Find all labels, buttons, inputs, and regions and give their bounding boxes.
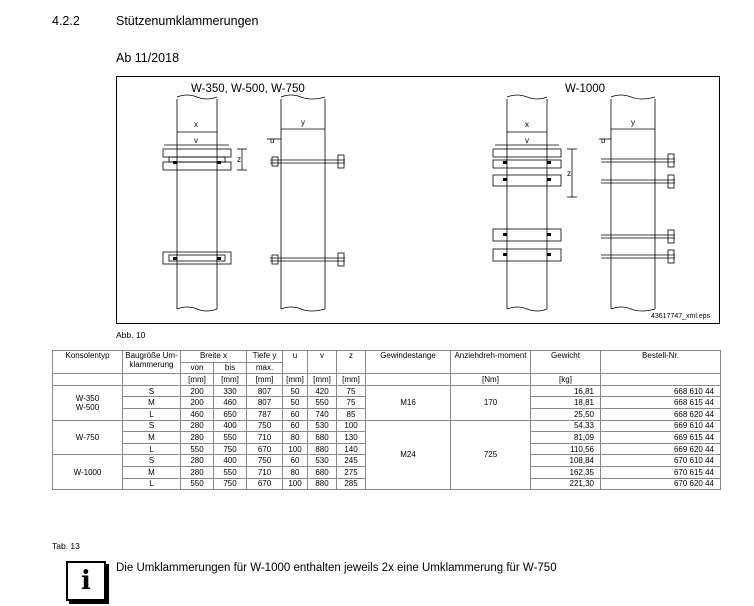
figure-caption: Abb. 10: [116, 330, 146, 340]
table-row: W-750 S 280 400 750 60 530 100 M24 725 54,33 669 610 44: [53, 420, 721, 432]
dim-u-right: u: [601, 136, 606, 145]
table-row: M 200 460 807 50 550 75 18,81 668 615 44: [53, 397, 721, 409]
info-note-text: Die Umklammerungen für W-1000 enthalten jeweils 2x eine Umklammerung für W-750: [116, 562, 557, 574]
col-bestell: Bestell-Nr.: [601, 351, 721, 374]
table-row: W-350 W-500 S 200 330 807 50 420 75 M16 170 16,81 668 610 44: [53, 385, 721, 397]
table-row: W-1000 S 280 400 750 60 530 245 108,84 670 610 44: [53, 455, 721, 467]
table-row: L 550 750 670 100 880 285 221,30 670 620 44: [53, 478, 721, 490]
col-von: von: [181, 362, 214, 374]
left-group-title: W-350, W-500, W-750: [191, 83, 305, 95]
group-type: W-1000: [53, 455, 123, 490]
group-torque: 170: [451, 385, 531, 420]
dim-v-left: v: [194, 136, 198, 145]
col-gewicht: Gewicht: [531, 351, 601, 374]
spec-table: [52, 350, 721, 490]
right-group-title: W-1000: [565, 83, 606, 95]
drawing-svg: [117, 77, 721, 325]
dim-u-left: u: [270, 136, 275, 145]
subtitle: Ab 11/2018: [116, 51, 180, 65]
col-tiefe: Tiefe y: [247, 351, 283, 363]
table-row: L 460 650 787 60 740 85 25,50 668 620 44: [53, 408, 721, 420]
col-bis: bis: [214, 362, 247, 374]
table-row: L 550 750 670 100 880 140 110,56 669 620 44: [53, 443, 721, 455]
table-row: M 280 550 710 80 680 130 81,09 669 615 44: [53, 432, 721, 444]
dim-y-right: y: [631, 118, 635, 127]
dim-x-right: x: [525, 120, 529, 129]
group-type: W-750: [53, 420, 123, 455]
section-number: 4.2.2: [52, 14, 80, 28]
col-breite: Breite x: [181, 351, 247, 363]
dim-y-left: y: [301, 118, 305, 127]
group-thread: M24: [366, 420, 451, 490]
col-max: max.: [247, 362, 283, 374]
col-gewindestange: Gewindestange: [366, 351, 451, 374]
info-glyph: i: [81, 566, 91, 596]
col-z: z: [337, 351, 366, 374]
group-thread: M16: [366, 385, 451, 420]
info-icon: [66, 561, 106, 601]
dim-z-left: z: [237, 155, 241, 164]
dim-x-left: x: [194, 120, 198, 129]
units-row: [mm] [mm] [mm] [mm] [mm] [mm] [Nm] [kg]: [53, 374, 721, 386]
section-title: Stützenumklammerungen: [116, 14, 259, 28]
dim-v-right: v: [525, 136, 529, 145]
group-type: W-350 W-500: [53, 385, 123, 420]
col-baugroesse: Baugröße Um-klammerung: [123, 351, 181, 374]
file-label: 43617747_xml.eps: [651, 313, 711, 320]
technical-drawing: [116, 76, 720, 324]
col-u: u: [283, 351, 308, 374]
table-caption: Tab. 13: [52, 541, 80, 551]
col-konsolentyp: Konsolentyp: [53, 351, 123, 374]
col-v: v: [308, 351, 337, 374]
col-anzieh: Anziehdreh-moment: [451, 351, 531, 374]
table-row: M 280 550 710 80 680 275 162,35 670 615 44: [53, 466, 721, 478]
dim-z-right: z: [567, 169, 571, 178]
group-torque: 725: [451, 420, 531, 490]
